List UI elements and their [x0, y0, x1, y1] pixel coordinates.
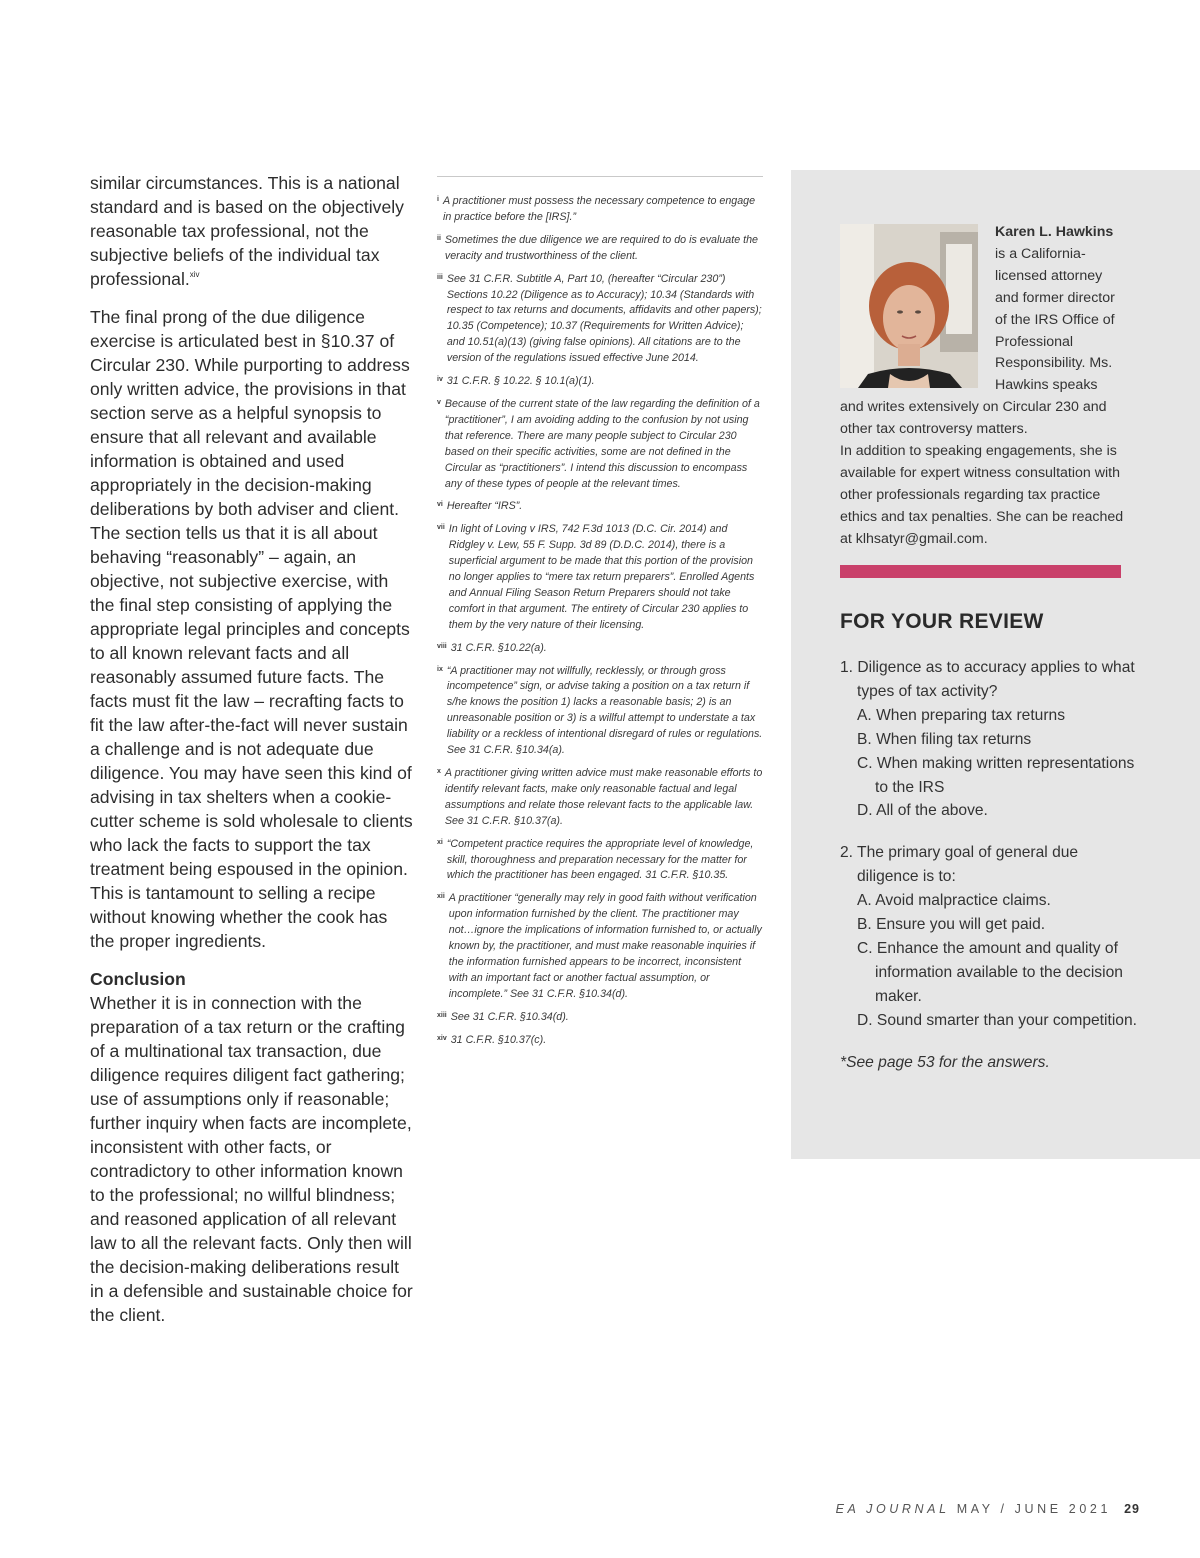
endnote-number: vi — [437, 501, 443, 509]
endnote-number: v — [437, 398, 441, 406]
endnote-text: 31 C.F.R. §10.37(c). — [450, 1033, 547, 1046]
answers-note: *See page 53 for the answers. — [840, 1053, 1050, 1071]
author-bio — [840, 222, 1124, 551]
endnote — [437, 374, 763, 390]
endnote-text: A practitioner giving written advice must make reasonable efforts to identify relevant facts, make only reasonable factual and legal assumptions and relate those relevant facts to the applicable law. See 31 C.F.R. §10.37(a). — [444, 767, 763, 827]
endnote — [437, 641, 763, 657]
endnote-text: A practitioner “generally may rely in good faith without verification upon information furnished by the client. The practitioner may not…ignore the implications of information furnished to, or actually known by, the practitioner, and must make reasonable inquiries if the information furnished appears to be incorrect, inconsistent with an important fact or another factual assumption, or incomplete.” See 31 C.F.R. §10.34(d). — [448, 892, 762, 1000]
answer-option: D. Sound smarter than your competition. — [857, 1011, 1137, 1029]
endnote-text: A practitioner must possess the necessary competence to engage in practice before the [IRS].” — [442, 195, 756, 223]
page-footer — [836, 1502, 1140, 1516]
answer-option: A. When preparing tax returns — [857, 706, 1066, 724]
author-contact-text: In addition to speaking engagements, she is available for expert witness consultation with other professionals regarding tax practice ethics and tax penalties. She can be reached at klhsatyr@gmail.com. — [840, 443, 1124, 547]
review-question — [840, 656, 1140, 823]
endnote-number: x — [437, 768, 441, 775]
endnote-number: i — [437, 196, 439, 203]
endnote — [437, 499, 763, 515]
body-paragraph: The final prong of the due diligence exercise is articulated best in §10.37 of Circular 230. While purporting to address only written advice, the provisions in that section serve as a helpful synopsis to ensure that all relevant and available information is obtained and used appropriately in the decision-making deliberations by both adviser and client. The section tells us that it is all about behaving “reasonably” – again, an objective, not subjective exercise, with the final step consisting of applying the appropriate legal principles and concepts to all known relevant facts and all reasonably assumed future facts. The facts must fit the law – recrafting facts to fit the law after-the-fact will never sustain a challenge and is not adequate due diligence. You may have seen this kind of advising in tax shelters when a cookie-cutter scheme is sold wholesale to clients who lack the facts to support the tax treatment being espoused in the opinion. This is tantamount to selling a recipe without knowing whether the cook has the proper ingredients. — [90, 307, 413, 951]
endnote-number: xi — [437, 838, 443, 846]
author-sidebar — [791, 170, 1200, 1159]
endnote — [437, 272, 763, 367]
endnote-number: viii — [437, 642, 447, 650]
endnote-number: xiv — [437, 1034, 447, 1042]
endnote-reference[interactable]: xiv — [189, 270, 200, 279]
answer-option: C. When making written representations to the IRS — [857, 754, 1135, 796]
review-questions — [840, 656, 1140, 1075]
endnote-text: See 31 C.F.R. §10.34(d). — [450, 1010, 569, 1023]
conclusion-paragraph: Whether it is in connection with the preparation of a tax return or the crafting of a multinational tax transaction, due diligence requires diligent fact gathering; use of assumptions only if reasonable; further inquiry when facts are incomplete, inconsistent with other facts, or contradictory to other information known to the professional; no willful blindness; and reasoned application of all relevant law to all the relevant facts. Only then will the decision-making deliberations result in a defensible and sustainable choice for the client. — [90, 993, 413, 1325]
endnote — [437, 194, 763, 226]
endnote — [437, 1010, 763, 1026]
main-text-column — [90, 171, 416, 1341]
answer-option: B. Ensure you will get paid. — [857, 916, 1046, 934]
endnote-text: Sometimes the due diligence we are required to do is evaluate the veracity and trustworthiness of the client. — [444, 233, 758, 262]
answer-option: B. When filing tax returns — [857, 730, 1032, 748]
endnote-text: 31 C.F.R. § 10.22. § 10.1(a)(1). — [446, 375, 595, 388]
author-name: Karen L. Hawkins — [995, 224, 1114, 240]
body-paragraph: similar circumstances. This is a national standard and is based on the objectively reasonable tax professional, not the subjective beliefs of the individual tax professional.$^{xiv}$ — [90, 173, 404, 289]
question-stem: 1. Diligence as to accuracy applies to what types of tax activity? — [840, 659, 1135, 700]
endnote-text: In light of Loving v IRS, 742 F.3d 1013 (D.C. Cir. 2014) and Ridgley v. Lew, 55 F. Supp. 3d 89 (D.D.C. 2014), there is a superficial argument to be made that this portion of the provision no longer applies to “mere tax return preparers”. Enrolled Agents and Annual Filing Season Return Preparers should not take comfort in that argument. The entirety of Circular 230 applies to them by the very nature of their licensing. — [448, 523, 755, 631]
endnote-text: “A practitioner may not willfully, recklessly, or through gross incompetence” sign, or advise taking a position on a tax return if s/he knows the position 1) lacks a reasonable basis; 2) is an unreasonable position or 3) is a willful attempt to understate a tax liability or a reckless of intentional disregard of rules or regulations. See 31 C.F.R. §10.34(a). — [446, 664, 763, 757]
conclusion-heading: Conclusion — [90, 969, 186, 989]
endnote-text: 31 C.F.R. §10.22(a). — [450, 641, 547, 654]
issue-date: MAY / JUNE 2021 — [956, 1502, 1112, 1516]
endnote-number: ii — [437, 234, 441, 242]
answer-option: C. Enhance the amount and quality of information available to the decision maker. — [857, 939, 1123, 1005]
endnote — [437, 1033, 763, 1049]
accent-divider — [840, 565, 1121, 578]
endnote — [437, 766, 763, 830]
endnote-text: See 31 C.F.R. Subtitle A, Part 10, (hereafter “Circular 230”) Sections 10.22 (Diligence as to Accuracy); 10.34 (Standards with respect to tax returns and documents, affidavits and other papers); 10.35 (Competence); 10.37 (Requirements for Written Advice); and 10.51(a)(13) (giving false opinions). All citations are to the version of the regulations issued effective June 2014. — [446, 272, 762, 365]
endnote — [437, 837, 763, 885]
endnote-number: xiii — [437, 1011, 447, 1019]
page-number: 29 — [1124, 1502, 1140, 1516]
endnote — [437, 891, 763, 1002]
question-stem: 2. The primary goal of general due diligence is to: — [840, 844, 1079, 886]
answer-option: D. All of the above. — [857, 802, 988, 820]
endnote — [437, 233, 763, 265]
endnote-text: “Competent practice requires the appropriate level of knowledge, skill, thoroughness and preparation necessary for the matter for which the practitioner has been engaged. 31 C.F.R. §10.35. — [446, 837, 754, 882]
review-title: FOR YOUR REVIEW — [840, 610, 1044, 633]
answer-option: A. Avoid malpractice claims. — [857, 892, 1051, 910]
endnote-text: Hereafter “IRS”. — [446, 500, 523, 513]
endnote-number: iv — [437, 376, 443, 384]
review-question — [840, 841, 1140, 1032]
endnote-number: vii — [437, 524, 445, 532]
author-bio-text: is a California-licensed attorney and former director of the IRS Office of Professional Responsibility. Ms. Hawkins speaks and writes extensively on Circular 230 and other tax controversy matters. — [840, 245, 1115, 438]
author-photo — [840, 224, 978, 388]
endnote — [437, 397, 763, 492]
endnote-number: xii — [437, 893, 445, 901]
endnote — [437, 664, 763, 759]
endnote — [437, 522, 763, 633]
endnote-text: Because of the current state of the law regarding the definition of a “practitioner”, I am avoiding adding to the confusion by not using that reference. There are many people subject to Circular 230 based on their specific activities, some are not defined in the Circular as “practitioners”. I intend this discussion to encompass any of these types of people at the relevant times. — [444, 397, 760, 490]
publication-name: EA JOURNAL — [835, 1502, 950, 1516]
endnotes-column — [437, 176, 763, 1056]
author-portrait-image — [840, 224, 978, 388]
endnote-number: iii — [437, 273, 443, 281]
endnote-number: ix — [437, 665, 443, 673]
